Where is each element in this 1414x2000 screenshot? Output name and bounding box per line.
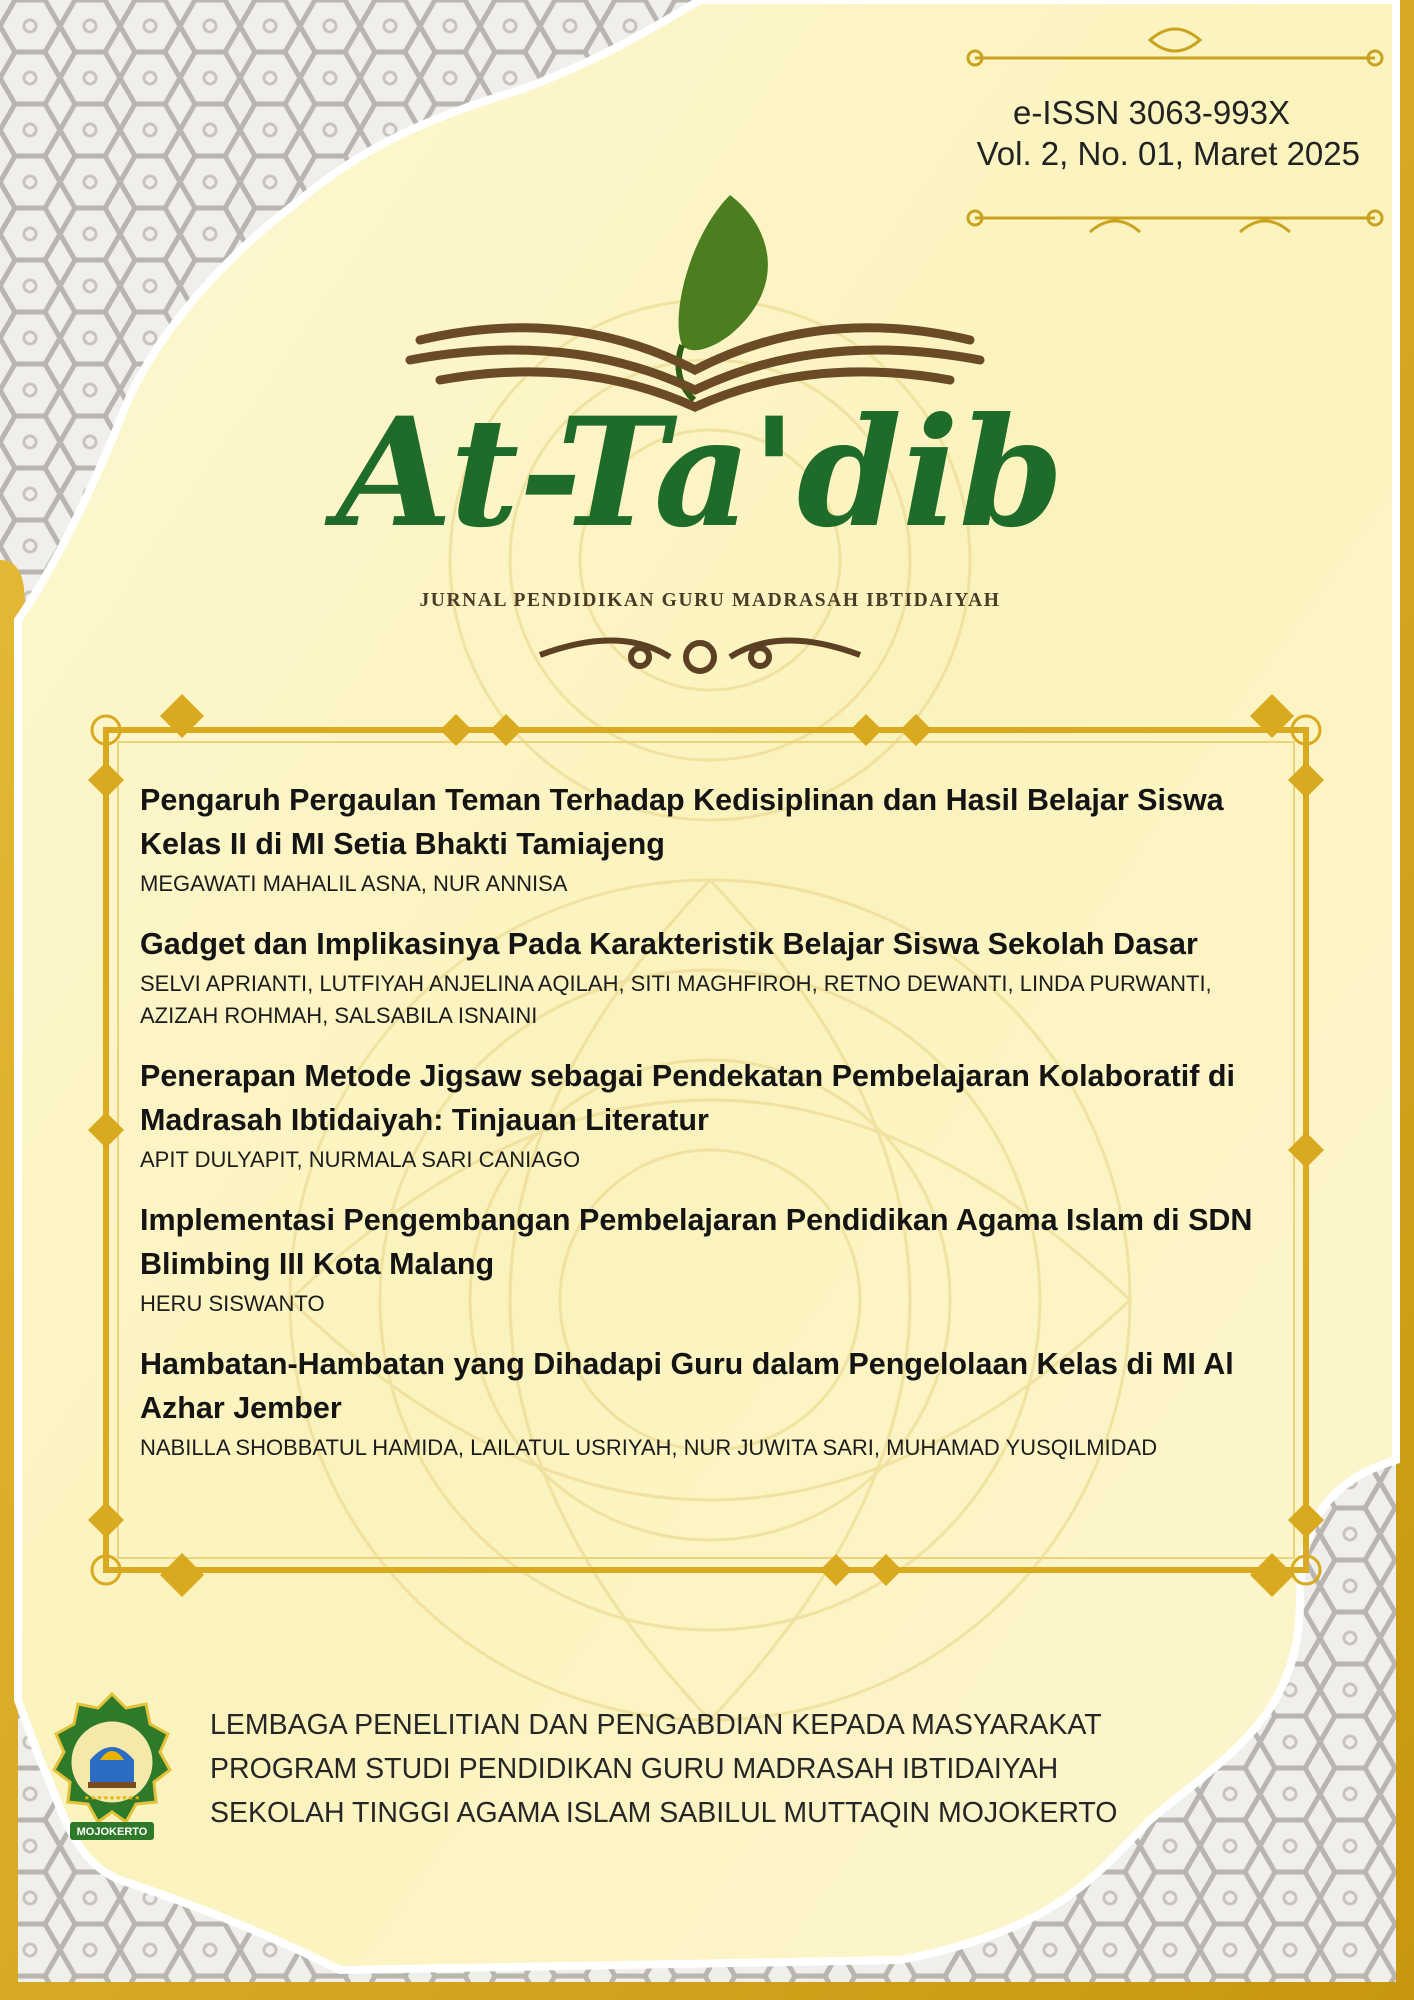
- issn-block: [930, 92, 1360, 175]
- journal-subtitle: JURNAL PENDIDIKAN GURU MADRASAH IBTIDAIYAH: [419, 590, 1001, 611]
- article-item: [140, 1054, 1280, 1176]
- publisher-line-2: PROGRAM STUDI PENDIDIKAN GURU MADRASAH IBTIDAIYAH: [210, 1753, 1059, 1785]
- article-authors: MEGAWATI MAHALIL ASNA, NUR ANNISA: [140, 871, 568, 896]
- svg-text:At-Ta'dib: At-Ta'dib: [336, 385, 1064, 561]
- article-item: [140, 1342, 1280, 1464]
- seal-stars: ★★★★★★★★★: [83, 1794, 141, 1802]
- issn-number: e-ISSN 3063-993X: [1012, 94, 1290, 131]
- article-authors: HERU SISWANTO: [140, 1291, 325, 1316]
- article-authors: APIT DULYAPIT, NURMALA SARI CANIAGO: [140, 1147, 581, 1172]
- article-title[interactable]: Gadget dan Implikasinya Pada Karakteristik Belajar Siswa Sekolah Dasar: [140, 927, 1198, 961]
- article-item: [140, 778, 1280, 900]
- article-title[interactable]: Hambatan-Hambatan yang Dihadapi Guru dalam Pengelolaan Kelas di MI Al Azhar Jember: [140, 1347, 1234, 1425]
- seal-city: MOJOKERTO: [76, 1826, 148, 1838]
- publisher-line-1: LEMBAGA PENELITIAN DAN PENGABDIAN KEPADA MASYARAKAT: [210, 1709, 1102, 1741]
- article-item: [140, 1198, 1280, 1320]
- volume-info: Vol. 2, No. 01, Maret 2025: [976, 135, 1360, 173]
- article-title[interactable]: Implementasi Pengembangan Pembelajaran Pendidikan Agama Islam di SDN Blimbing III Kota Malang: [140, 1203, 1253, 1281]
- article-list: [140, 778, 1280, 1486]
- article-authors: NABILLA SHOBBATUL HAMIDA, LAILATUL USRIYAH, NUR JUWITA SARI, MUHAMAD YUSQILMIDAD: [140, 1435, 1158, 1460]
- article-title[interactable]: Pengaruh Pergaulan Teman Terhadap Kedisiplinan dan Hasil Belajar Siswa Kelas II di MI Setia Bhakti Tamiajeng: [140, 783, 1224, 861]
- article-authors: SELVI APRIANTI, LUTFIYAH ANJELINA AQILAH, SITI MAGHFIROH, RETNO DEWANTI, LINDA PURWANTI, AZIZAH ROHMAH, SALSABILA ISNAINI: [140, 971, 1212, 1028]
- title-ornament: [540, 640, 860, 671]
- article-item: [140, 922, 1280, 1032]
- publisher-line-3: SEKOLAH TINGGI AGAMA ISLAM SABILUL MUTTAQIN MOJOKERTO: [210, 1797, 1118, 1829]
- publisher-block: [210, 1703, 1270, 1835]
- institution-seal: [44, 1690, 180, 1850]
- article-title[interactable]: Penerapan Metode Jigsaw sebagai Pendekatan Pembelajaran Kolaboratif di Madrasah Ibtidaiyah: Tinjauan Literatur: [140, 1059, 1235, 1137]
